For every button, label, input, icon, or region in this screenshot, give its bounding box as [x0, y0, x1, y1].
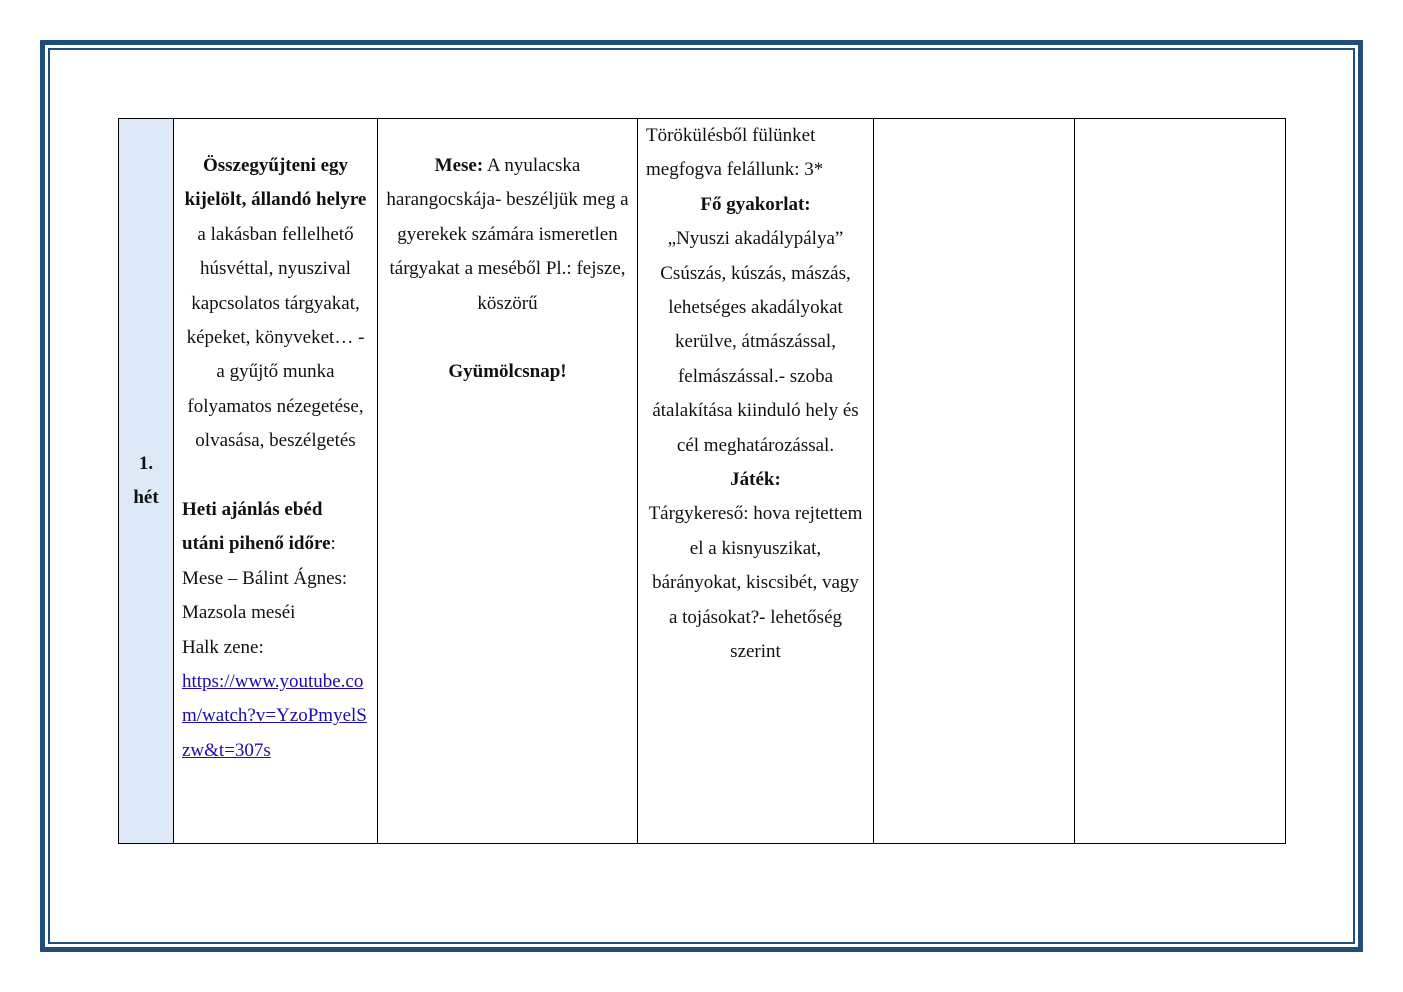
table-row [119, 119, 1286, 844]
week-cell [119, 119, 174, 844]
tale-label: Mese: [434, 155, 484, 176]
story-recommendation: Mese – Bálint Ágnes: Mazsola meséi [182, 567, 348, 624]
main-exercise-text: Csúszás, kúszás, mászás, lehetséges akadályokat kerülve, átmászással, felmászással.- szoba átalakítása kiinduló hely és cél meghatározással. [652, 262, 859, 456]
weekly-plan-table [118, 118, 1286, 844]
main-exercise-label: Fő gyakorlat: [700, 193, 811, 215]
activity-cell-collecting [174, 119, 378, 844]
main-exercise-title: „Nyuszi akadálypálya” [667, 228, 844, 250]
game-text: Tárgykereső: hova rejtettem el a kisnyuszikat, bárányokat, kiscsibét, vagy a tojásokat?- lehetőség szerint [648, 503, 863, 663]
week-number: 1. [138, 452, 154, 474]
collecting-bold-lead: Összegyűjteni egy kijelölt, állandó helyre [184, 155, 367, 211]
empty-cell-2 [1075, 119, 1286, 844]
tale-text: Mese: A nyulacska harangocskája- beszéljük meg a gyerekek számára ismeretlen tárgyakat a meséből Pl.: fejsze, köszörű [386, 155, 629, 314]
warmup-text: Törökülésből fülünket megfogva felállunk: 3* [646, 125, 824, 181]
collecting-text [182, 149, 369, 459]
activity-cell-tale [378, 119, 638, 844]
fruit-day: Gyümölcsnap! [448, 361, 567, 383]
activity-cell-movement [638, 119, 874, 844]
recommendation-heading: Heti ajánlás ebéd utáni pihenő időre: [182, 499, 336, 555]
empty-cell-1 [874, 119, 1075, 844]
collecting-rest: a lakásban fellelhető húsvéttal, nyuszival kapcsolatos tárgyakat, képeket, könyveket… - a gyűjtő munka folyamatos nézegetése, olvasása, beszélgetés [186, 223, 365, 452]
recommendation-block [182, 493, 369, 768]
music-link[interactable]: https://www.youtube.com/watch?v=YzoPmyelSzw&t=307s [182, 671, 367, 761]
game-label: Játék: [730, 469, 781, 491]
music-label: Halk zene: [182, 636, 264, 658]
week-label: hét [133, 487, 159, 508]
